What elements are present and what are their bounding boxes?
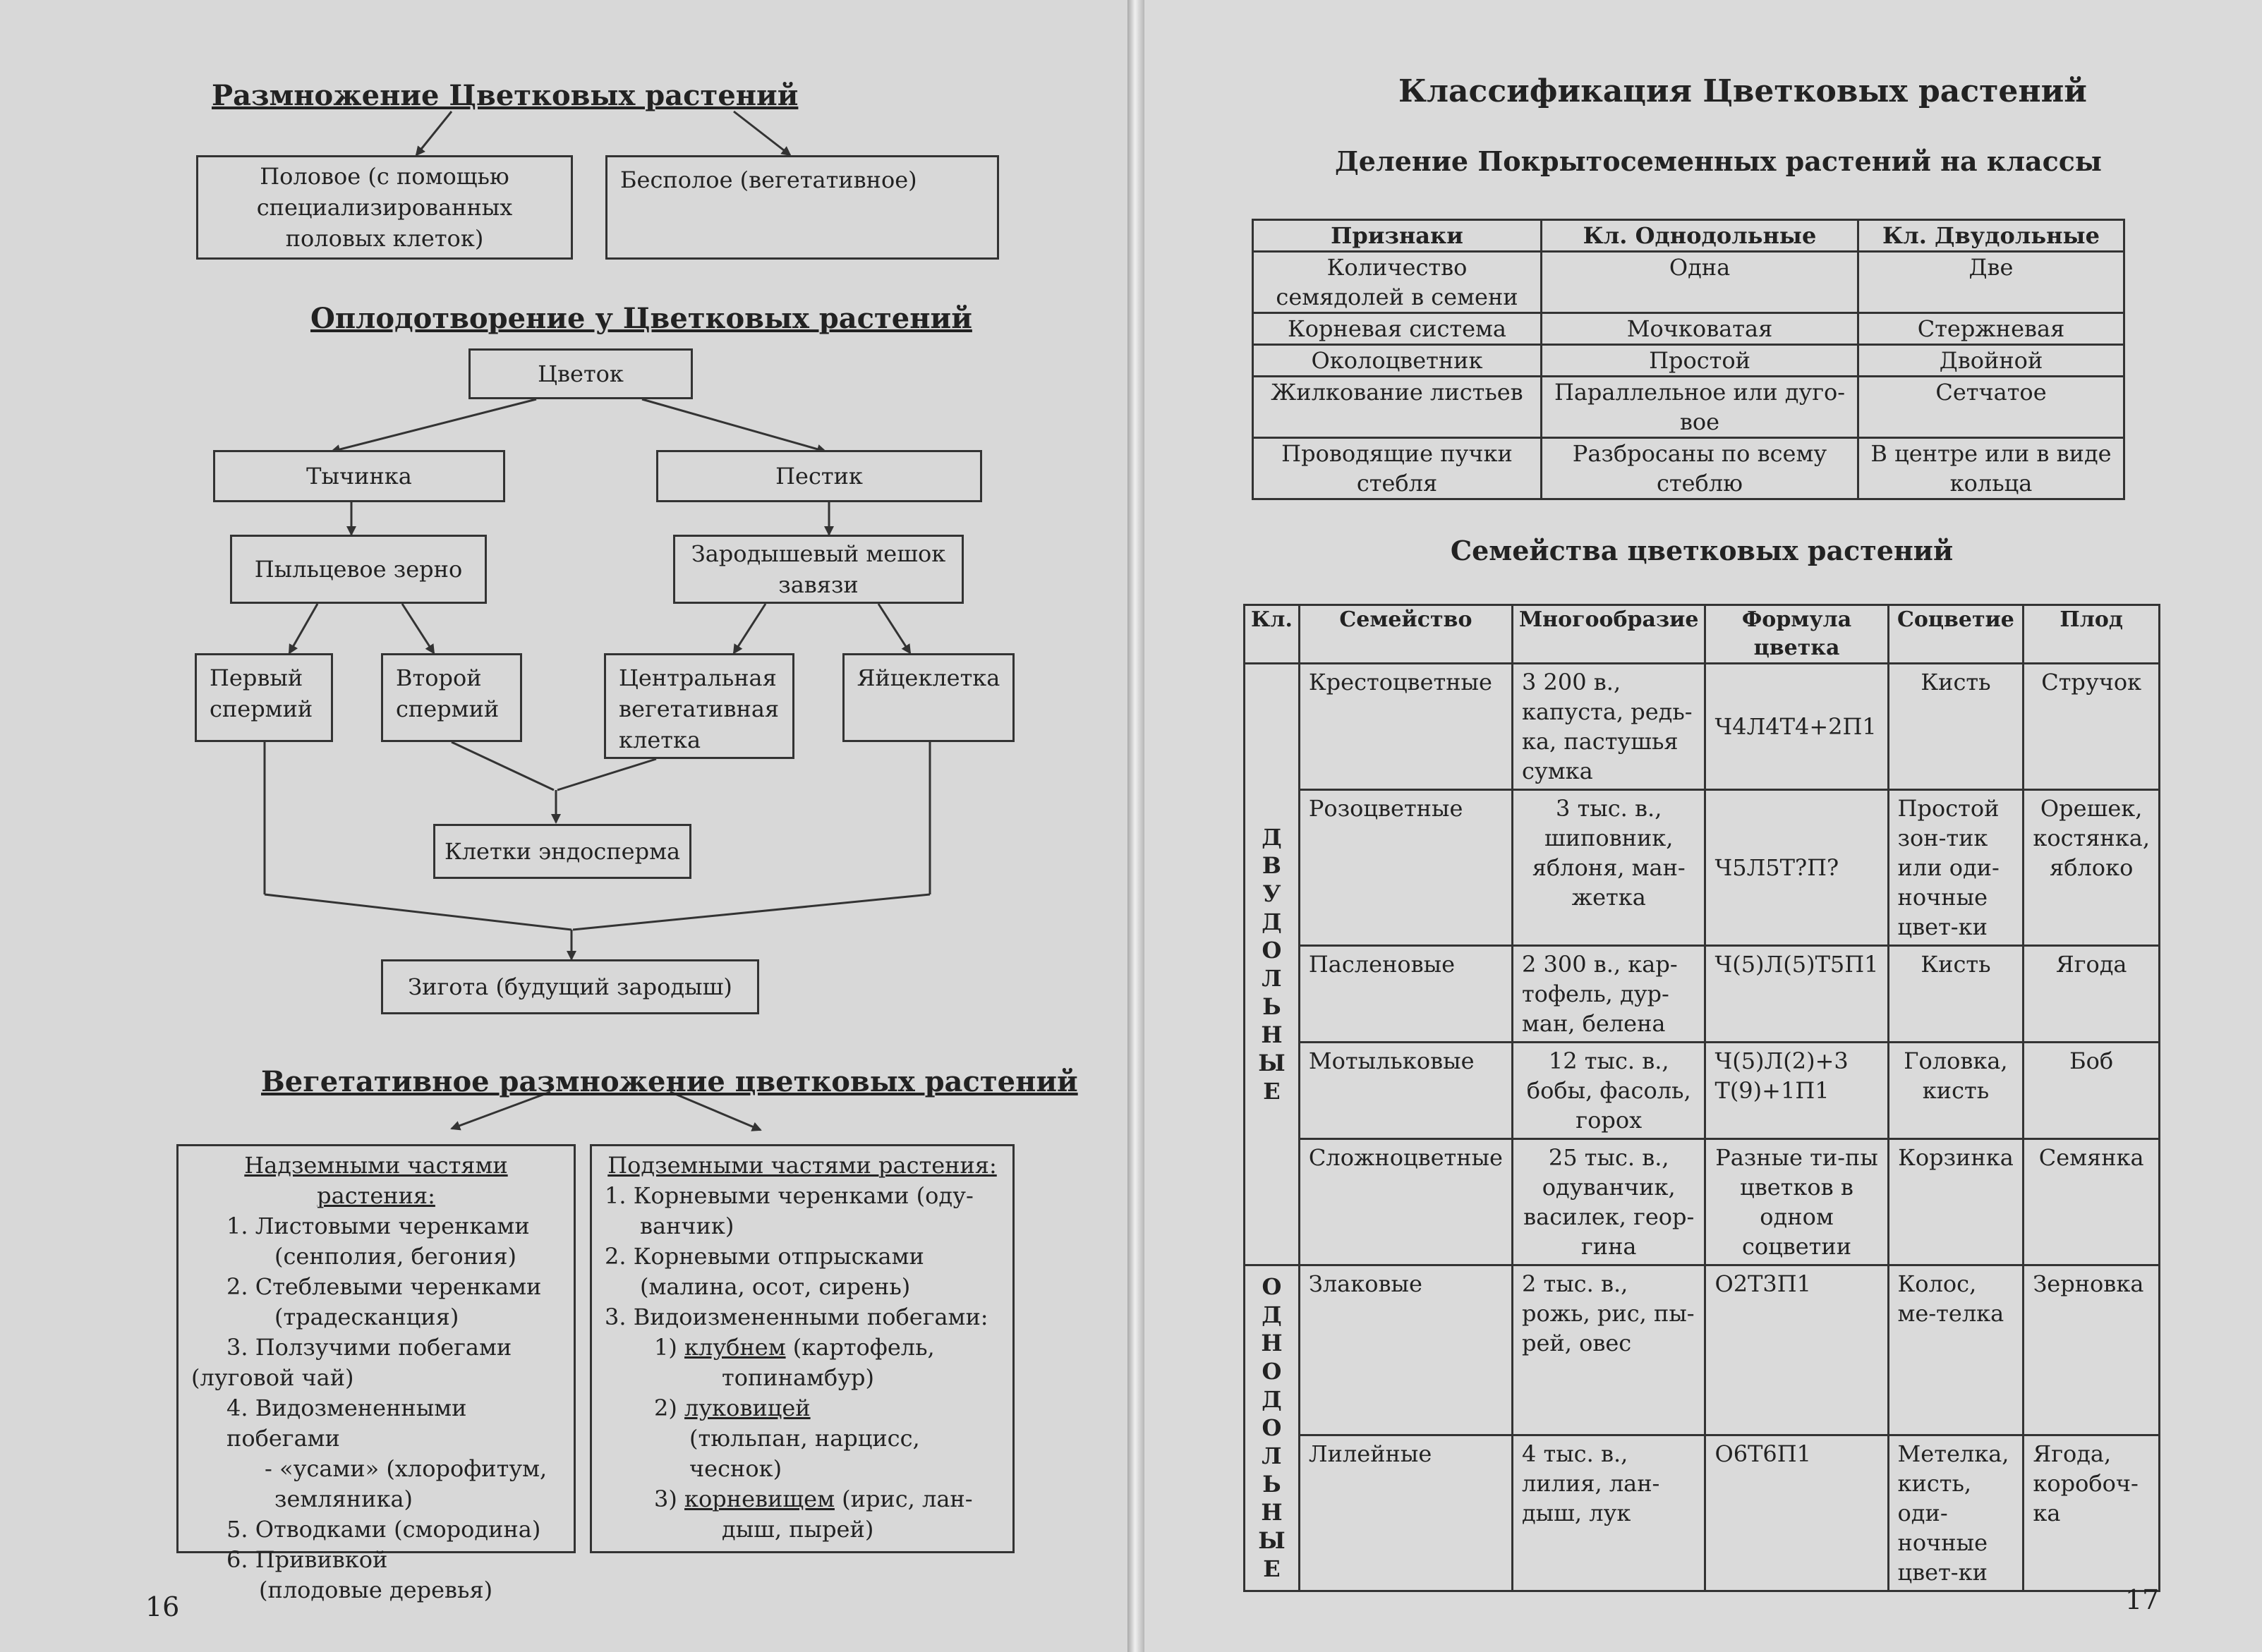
classification-title: Классификация Цветковых растений <box>1398 73 2087 109</box>
right-page <box>1144 0 2262 1652</box>
vegetative-title: Вегетативное размножение цветковых растений <box>261 1065 1078 1098</box>
list-item: (тюльпан, нарцисс, <box>689 1425 920 1452</box>
table-cell: О2Т3П1 <box>1705 1265 1888 1435</box>
column-header: Кл. Однодольные <box>1542 220 1858 252</box>
monocots-class-cell <box>1245 1265 1300 1591</box>
pollen-grain-box: Пыльцевое зерно <box>230 535 487 604</box>
list-item <box>605 1484 1000 1514</box>
table-row <box>1245 790 2160 946</box>
list-item: (традесканция) <box>274 1304 459 1330</box>
list-item: земляника) <box>274 1486 413 1512</box>
table-cell: Мочковатая <box>1542 313 1858 345</box>
table-row <box>1253 252 2124 313</box>
table-cell: Корневая система <box>1253 313 1542 345</box>
column-header: Признаки <box>1253 220 1542 252</box>
table-cell: Ягода, коробоч-ка <box>2024 1435 2160 1591</box>
table-cell: 2 тыс. в., рожь, рис, пы-рей, овес <box>1512 1265 1705 1435</box>
zygote-box: Зигота (будущий зародыш) <box>381 959 759 1014</box>
table-cell: Простой <box>1542 345 1858 377</box>
families-title: Семейства цветковых растений <box>1450 535 1954 566</box>
table-cell: Головка, кисть <box>1888 1043 2024 1139</box>
list-item: 5. Отводками (смородина) <box>226 1516 541 1543</box>
table-cell: В центре или в виде кольца <box>1858 438 2124 499</box>
sub-number: 1) <box>654 1334 677 1361</box>
table-cell: Ч4Л4Т4+2П1 <box>1705 664 1888 790</box>
table-cell: Две <box>1858 252 2124 313</box>
stamen-box: Тычинка <box>213 450 505 502</box>
list-item: топинамбур) <box>722 1364 874 1391</box>
column-header: Плод <box>2024 605 2160 664</box>
table-cell: Стручок <box>2024 664 2160 790</box>
table-cell: Пасленовые <box>1299 946 1512 1043</box>
first-sperm-box: Первый спермий <box>195 653 333 742</box>
table-row <box>1253 313 2124 345</box>
table-cell: Лилейные <box>1299 1435 1512 1591</box>
list-item: ванчик) <box>640 1213 734 1239</box>
above-ground-box <box>176 1144 576 1603</box>
table-cell: Сетчатое <box>1858 377 2124 438</box>
list-item: (луговой чай) <box>191 1364 354 1391</box>
table-cell: Кисть <box>1888 664 2024 790</box>
table-cell: Количество семядолей в семени <box>1253 252 1542 313</box>
table-cell: Стержневая <box>1858 313 2124 345</box>
list-item: (плодовые деревья) <box>259 1577 493 1603</box>
below-ground-heading: Подземными частями растения: <box>607 1152 997 1179</box>
table-cell: 3 200 в., капуста, редь-ка, пастушья сумка <box>1512 664 1705 790</box>
column-header: Соцветие <box>1888 605 2024 664</box>
table-cell: Орешек, костянка, яблоко <box>2024 790 2160 946</box>
table-cell: 12 тыс. в., бобы, фасоль, горох <box>1512 1043 1705 1139</box>
column-header: Семейство <box>1299 605 1512 664</box>
table-cell: 4 тыс. в., лилия, лан-дыш, лук <box>1512 1435 1705 1591</box>
table-cell: Околоцветник <box>1253 345 1542 377</box>
table-cell: Одна <box>1542 252 1858 313</box>
table-cell: Ягода <box>2024 946 2160 1043</box>
classes-table <box>1252 219 2125 500</box>
left-page <box>0 0 1127 1652</box>
page-number-left: 16 <box>145 1591 180 1622</box>
asexual-reproduction-box: Бесполое (вегетативное) <box>605 155 999 260</box>
table-cell: Злаковые <box>1299 1265 1512 1435</box>
table-cell: Розоцветные <box>1299 790 1512 946</box>
table-cell: Двойной <box>1858 345 2124 377</box>
reproduction-title: Размножение Цветковых растений <box>212 79 799 112</box>
table-cell: 3 тыс. в., шиповник, яблоня, ман-жетка <box>1512 790 1705 946</box>
sub-text: (ирис, лан- <box>842 1486 973 1512</box>
table-cell: 2 300 в., кар-тофель, дур-ман, белена <box>1512 946 1705 1043</box>
above-ground-heading: Надземными частями растения: <box>244 1152 508 1209</box>
list-item: (малина, осот, сирень) <box>640 1273 911 1300</box>
table-row <box>1245 664 2160 790</box>
table-cell: Простой зон-тик или оди-ночные цвет-ки <box>1888 790 2024 946</box>
list-item: 1. Листовыми черенками <box>226 1213 530 1239</box>
embryo-sac-box: Зародышевый мешок завязи <box>673 535 964 604</box>
sub-number: 2) <box>654 1395 677 1421</box>
table-cell: 25 тыс. в., одуванчик, василек, геор-гина <box>1512 1139 1705 1265</box>
list-item: - «усами» (хлорофитум, <box>265 1455 548 1482</box>
table-cell: Сложноцветные <box>1299 1139 1512 1265</box>
list-item: 2. Стеблевыми черенками <box>226 1273 542 1300</box>
column-header: Формула цветка <box>1705 605 1888 664</box>
table-cell: Корзинка <box>1888 1139 2024 1265</box>
families-table <box>1243 604 2160 1592</box>
table-cell: Разбросаны по всему стеблю <box>1542 438 1858 499</box>
table-cell: Метелка, кисть, оди-ночные цвет-ки <box>1888 1435 2024 1591</box>
flower-box: Цветок <box>468 348 693 399</box>
table-row <box>1253 438 2124 499</box>
classes-subtitle: Деление Покрытосеменных растений на классы <box>1335 145 2103 177</box>
list-item <box>605 1332 1000 1363</box>
table-cell: Параллельное или дуго-вое <box>1542 377 1858 438</box>
bulb-term: луковицей <box>684 1395 811 1421</box>
list-item: 3. Ползучими побегами <box>226 1334 512 1361</box>
pistil-box: Пестик <box>656 450 982 502</box>
table-cell: Мотыльковые <box>1299 1043 1512 1139</box>
table-row <box>1245 1043 2160 1139</box>
below-ground-box <box>590 1144 1015 1553</box>
endosperm-box: Клетки эндосперма <box>433 824 691 879</box>
column-header: Многообразие <box>1512 605 1705 664</box>
table-header-row <box>1245 605 2160 664</box>
dicots-label: Д В У Д О Л Ь Н Ы Е <box>1258 823 1286 1105</box>
list-item: 1. Корневыми черенками (оду- <box>605 1182 974 1209</box>
table-cell: Крестоцветные <box>1299 664 1512 790</box>
list-item: чеснок) <box>689 1455 782 1482</box>
table-cell: Жилкование листьев <box>1253 377 1542 438</box>
book-gutter <box>1127 0 1144 1652</box>
monocots-label: О Д Н О Д О Л Ь Н Ы Е <box>1258 1273 1286 1582</box>
table-row <box>1245 1435 2160 1591</box>
sub-number: 3) <box>654 1486 677 1512</box>
table-cell: Зерновка <box>2024 1265 2160 1435</box>
table-cell: Колос, ме-телка <box>1888 1265 2024 1435</box>
fertilization-title: Оплодотворение у Цветковых растений <box>310 302 972 335</box>
sexual-reproduction-box: Половое (с помощью специализированных половых клеток) <box>196 155 573 260</box>
dicots-class-cell <box>1245 664 1300 1265</box>
page-number-right: 17 <box>2125 1584 2160 1615</box>
table-cell: Проводящие пучки стебля <box>1253 438 1542 499</box>
table-cell: Ч(5)Л(5)Т5П1 <box>1705 946 1888 1043</box>
table-cell: Семянка <box>2024 1139 2160 1265</box>
table-cell: Ч5Л5Т?П? <box>1705 790 1888 946</box>
tuber-term: клубнем <box>684 1334 786 1361</box>
list-item: 3. Видоизмененными побегами: <box>605 1304 988 1330</box>
central-cell-box: Центральная вегетативная клетка <box>604 653 794 759</box>
table-cell: Боб <box>2024 1043 2160 1139</box>
column-header: Кл. <box>1245 605 1300 664</box>
table-cell: Ч(5)Л(2)+3 Т(9)+1П1 <box>1705 1043 1888 1139</box>
table-row <box>1253 345 2124 377</box>
table-row <box>1245 1139 2160 1265</box>
second-sperm-box: Второй спермий <box>381 653 522 742</box>
rhizome-term: корневищем <box>684 1486 835 1512</box>
sub-text: (картофель, <box>792 1334 935 1361</box>
table-row <box>1245 1265 2160 1435</box>
table-row <box>1245 946 2160 1043</box>
list-item: 4. Видозмененными побегами <box>226 1395 467 1452</box>
list-item: дыш, пырей) <box>722 1516 874 1543</box>
table-row <box>1253 377 2124 438</box>
list-item: 2. Корневыми отпрысками <box>605 1243 924 1270</box>
column-header: Кл. Двудольные <box>1858 220 2124 252</box>
list-item: (сенполия, бегония) <box>274 1243 517 1270</box>
egg-cell-box: Яйцеклетка <box>842 653 1015 742</box>
table-cell: Разные ти-пы цветков в одном соцветии <box>1705 1139 1888 1265</box>
table-header-row <box>1253 220 2124 252</box>
table-cell: Кисть <box>1888 946 2024 1043</box>
table-cell: О6Т6П1 <box>1705 1435 1888 1591</box>
list-item: 6. Прививкой <box>226 1546 388 1573</box>
list-item <box>605 1393 1000 1423</box>
